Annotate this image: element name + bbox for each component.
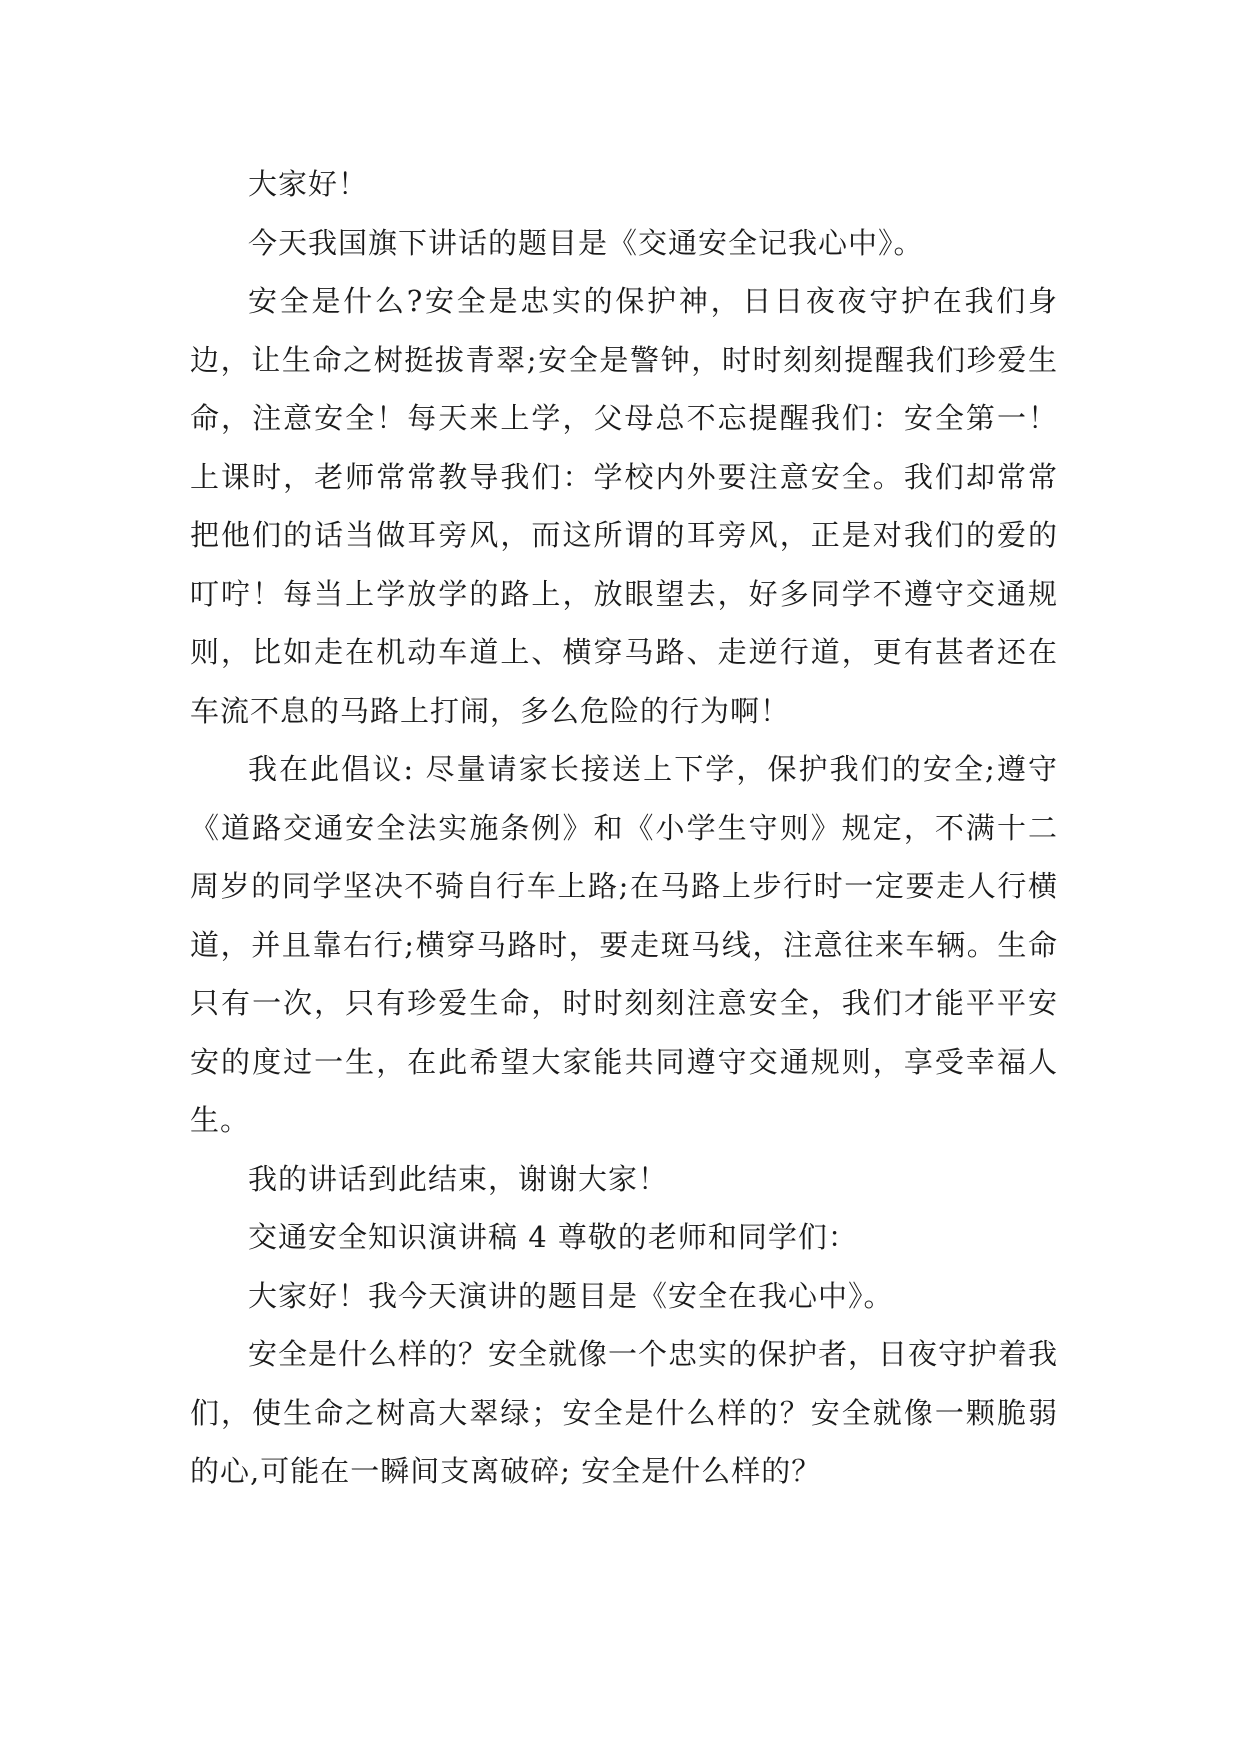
paragraph-greeting-2: 大家好！我今天演讲的题目是《安全在我心中》。 xyxy=(248,1278,894,1313)
paragraph-speech-topic: 今天我国旗下讲话的题目是《交通安全记我心中》。 xyxy=(248,225,924,260)
document-body xyxy=(190,155,1058,1501)
paragraph-greeting: 大家好！ xyxy=(248,167,369,201)
paragraph-proposal: 我在此倡议: 尽量请家长接送上下学，保护我们的安全;遵守《道路交通安全法实施条例》和《小学生守则》规定，不满十二周岁的同学坚决不骑自行车上路;在马路上步行时一定要走人行横道，并且靠右行;横穿马路时，要走斑马线，注意往来车辆。生命只有一次，只有珍爱生命，时时刻刻注意安全，我们才能平平安安的度过一生，在此希望大家能共同遵守交通规则，享受幸福人生。 xyxy=(190,752,1058,1137)
paragraph-closing: 我的讲话到此结束，谢谢大家！ xyxy=(248,1161,669,1196)
paragraph-safety-analogy: 安全是什么样的？安全就像一个忠实的保护者，日夜守护着我们，使生命之树高大翠绿；安全是什么样的？安全就像一颗脆弱的心,可能在一瞬间支离破碎; 安全是什么样的？ xyxy=(190,1337,1059,1488)
paragraph-what-is-safety: 安全是什么?安全是忠实的保护神，日日夜夜守护在我们身边，让生命之树挺拔青翠;安全是警钟，时时刻刻提醒我们珍爱生命，注意安全！每天来上学，父母总不忘提醒我们：安全第一！上课时，老师常常教导我们：学校内外要注意安全。我们却常常把他们的话当做耳旁风，而这所谓的耳旁风，正是对我们的爱的叮咛！每当上学放学的路上，放眼望去，好多同学不遵守交通规则，比如走在机动车道上、横穿马路、走逆行道，更有甚者还在车流不息的马路上打闹，多么危险的行为啊！ xyxy=(190,284,1058,728)
paragraph-speech-4-heading: 交通安全知识演讲稿 4 尊敬的老师和同学们： xyxy=(248,1220,858,1254)
